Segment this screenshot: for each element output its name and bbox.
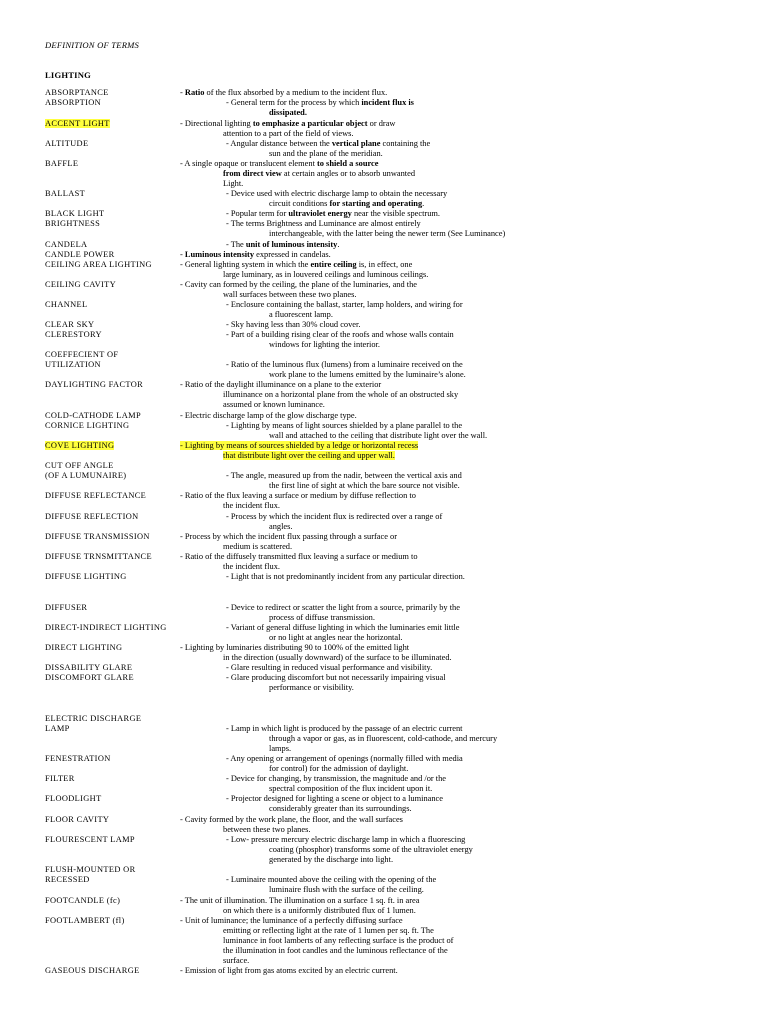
glossary-term-text: ALTITUDE	[45, 139, 89, 148]
glossary-definition	[226, 835, 473, 865]
definition-line: - Process by which the incident flux passing through a surface or	[180, 532, 397, 541]
glossary-term-text: CANDLE POWER	[45, 250, 115, 259]
glossary-term	[45, 300, 87, 310]
definition-line: - The angle, measured up from the nadir, between the vertical axis and	[226, 471, 462, 480]
glossary-term	[45, 491, 146, 501]
definition-line: - General lighting system in which the entire ceiling is, in effect, one	[180, 260, 413, 269]
definition-line: the first line of sight at which the bare source not visible.	[269, 481, 460, 491]
definition-line: - Enclosure containing the ballast, starter, lamp holders, and wiring for	[226, 300, 463, 309]
glossary-term	[45, 663, 132, 673]
definition-line: considerably greater than its surroundings.	[269, 804, 412, 814]
glossary-term-text: CLEAR SKY	[45, 320, 95, 329]
definition-line: - Device used with electric discharge lamp to obtain the necessary	[226, 189, 448, 198]
definition-line: the incident flux.	[223, 562, 280, 572]
glossary-definition	[226, 512, 442, 532]
definition-line: - Ratio of the flux absorbed by a medium to the incident flux.	[180, 88, 388, 97]
definition-line: medium is scattered.	[223, 542, 293, 552]
glossary-term	[45, 280, 116, 290]
glossary-definition	[180, 532, 397, 552]
definition-line: coating (phosphor) transforms some of the ultraviolet energy	[269, 845, 473, 855]
glossary-definition	[226, 98, 414, 118]
definition-line: emitting or reflecting light at the rate of 1 lumen per sq. ft. The	[223, 926, 434, 936]
glossary-term	[45, 320, 94, 330]
definition-line: - Glare resulting in reduced visual performance and visibility.	[226, 663, 433, 672]
glossary-term	[45, 815, 109, 825]
glossary-term	[45, 754, 111, 764]
glossary-term-text: DIFFUSER	[45, 603, 88, 612]
definition-line: - The terms Brightness and Luminance are almost entirely	[226, 219, 421, 228]
glossary-definition	[180, 260, 428, 280]
definition-line: - Lighting by means of light sources shielded by a plane parallel to the	[226, 421, 463, 430]
glossary-term-text: FLUSH-MOUNTED OR	[45, 865, 136, 874]
definition-line: from direct view at certain angles or to absorb unwanted	[223, 169, 416, 179]
definition-line: sun and the plane of the meridian.	[269, 149, 383, 159]
definition-line: windows for lighting the interior.	[269, 340, 380, 350]
definition-line: - Ratio of the daylight illuminance on a plane to the exterior	[180, 380, 382, 389]
glossary-term-text: ABSORPTION	[45, 98, 102, 107]
definition-line: angles.	[269, 522, 293, 532]
glossary-term	[45, 875, 90, 885]
glossary-definition	[226, 673, 446, 693]
glossary-definition	[226, 603, 460, 623]
glossary-term	[45, 260, 152, 270]
definition-line: assumed or known luminance.	[223, 400, 325, 410]
glossary-term-text: CANDELA	[45, 240, 88, 249]
glossary-term-text: DIFFUSE TRNSMITTANCE	[45, 552, 152, 561]
glossary-term-text: COEFFECIENT OF	[45, 350, 119, 359]
definition-line: - Glare producing discomfort but not necessarily impairing visual	[226, 673, 446, 682]
definition-line: - Directional lighting to emphasize a particular object or draw	[180, 119, 396, 128]
glossary-term-text: BALLAST	[45, 189, 86, 198]
glossary-definition	[180, 88, 387, 98]
definition-line: - Device for changing, by transmission, the magnitude and /or the	[226, 774, 447, 783]
glossary-term	[45, 159, 78, 169]
glossary-definition	[226, 663, 432, 673]
glossary-term-text: FOOTLAMBERT (fl)	[45, 916, 125, 925]
definition-line: the incident flux.	[223, 501, 280, 511]
glossary-definition	[180, 966, 398, 976]
definition-line: process of diffuse transmission.	[269, 613, 375, 623]
glossary-term-text: RECESSED	[45, 875, 90, 884]
glossary-definition	[180, 411, 357, 421]
glossary-term	[45, 441, 114, 451]
glossary-definition	[226, 330, 454, 350]
glossary-term	[45, 916, 125, 926]
glossary-definition	[226, 623, 459, 643]
definition-line: performance or visibility.	[269, 683, 354, 693]
glossary-definition	[226, 300, 463, 320]
glossary-term-text: FILTER	[45, 774, 75, 783]
glossary-term-text: CHANNEL	[45, 300, 88, 309]
definition-line: - Popular term for ultraviolet energy near the visible spectrum.	[226, 209, 440, 218]
definition-line: wall surfaces between these two planes.	[223, 290, 357, 300]
glossary-definition	[180, 280, 417, 300]
glossary-definition	[226, 320, 360, 330]
definition-line: interchangeable, with the latter being the newer term (See Luminance)	[269, 229, 506, 239]
definition-line: - Luminous intensity expressed in candelas.	[180, 250, 331, 259]
definition-line: circuit conditions for starting and operating.	[269, 199, 425, 209]
glossary-term-text: CORNICE LIGHTING	[45, 421, 130, 430]
definition-line: work plane to the lumens emitted by the luminaire’s alone.	[269, 370, 466, 380]
glossary-term	[45, 643, 122, 653]
definition-line: wall and attached to the ceiling that distribute light over the wall.	[269, 431, 488, 441]
glossary-term	[45, 512, 139, 522]
definition-line: - General term for the process by which incident flux is	[226, 98, 414, 107]
definition-line: - Unit of luminance; the luminance of a perfectly diffusing surface	[180, 916, 403, 925]
glossary-term	[45, 219, 100, 229]
definition-line: large luminary, as in louvered ceilings and luminous ceilings.	[223, 270, 429, 280]
definition-line: luminance in foot lamberts of any reflecting surface is the product of	[223, 936, 454, 946]
glossary-definition	[180, 250, 331, 260]
glossary-term-text: BRIGHTNESS	[45, 219, 101, 228]
glossary-definition	[180, 159, 415, 189]
definition-line: illuminance on a horizontal plane from the whole of an obstructed sky	[223, 390, 459, 400]
glossary-term-text: LAMP	[45, 724, 70, 733]
definition-line: - Lamp in which light is produced by the passage of an electric current	[226, 724, 463, 733]
glossary-definition	[226, 724, 497, 754]
glossary-term-text: DAYLIGHTING FACTOR	[45, 380, 144, 389]
glossary-term	[45, 350, 118, 360]
glossary-term-text: CUT OFF ANGLE	[45, 461, 114, 470]
glossary-term-text: ELECTRIC DISCHARGE	[45, 714, 142, 723]
glossary-term	[45, 896, 120, 906]
document-title: DEFINITION OF TERMS	[45, 40, 140, 50]
definition-line: - Process by which the incident flux is redirected over a range of	[226, 512, 443, 521]
glossary-term-text: FOOTCANDLE (fc)	[45, 896, 121, 905]
definition-line: between these two planes.	[223, 825, 311, 835]
definition-line: - Ratio of the diffusely transmitted flux leaving a surface or medium to	[180, 552, 418, 561]
glossary-term	[45, 865, 136, 875]
glossary-term-text: BLACK LIGHT	[45, 209, 105, 218]
glossary-term	[45, 98, 101, 108]
glossary-term	[45, 552, 152, 562]
definition-line: - Light that is not predominantly incident from any particular direction.	[226, 572, 465, 581]
glossary-term	[45, 966, 140, 976]
definition-line: generated by the discharge into light.	[269, 855, 394, 865]
glossary-definition	[226, 189, 447, 209]
glossary-term	[45, 411, 141, 421]
glossary-definition	[180, 441, 418, 461]
glossary-term-text: FLOODLIGHT	[45, 794, 102, 803]
glossary-term-text: GASEOUS DISCHARGE	[45, 966, 140, 975]
definition-line: - The unit of luminous intensity.	[226, 240, 340, 249]
glossary-term	[45, 88, 109, 98]
glossary-term-text: DISCOMFORT GLARE	[45, 673, 134, 682]
glossary-term	[45, 209, 104, 219]
definition-line: - Cavity formed by the work plane, the floor, and the wall surfaces	[180, 815, 403, 824]
glossary-term	[45, 572, 127, 582]
glossary-term	[45, 250, 115, 260]
glossary-definition	[226, 471, 462, 491]
glossary-definition	[180, 552, 418, 572]
definition-line: - The unit of illumination. The illumination on a surface 1 sq. ft. in area	[180, 896, 420, 905]
glossary-definition	[180, 815, 403, 835]
definition-line: - Low- pressure mercury electric discharge lamp in which a fluorescing	[226, 835, 466, 844]
glossary-term	[45, 794, 102, 804]
glossary-term-text: DIFFUSE TRANSMISSION	[45, 532, 150, 541]
glossary-definition	[180, 119, 395, 139]
definition-line: - Cavity can formed by the ceiling, the plane of the luminaries, and the	[180, 280, 417, 289]
glossary-term	[45, 119, 110, 129]
glossary-term-text: ACCENT LIGHT	[45, 119, 110, 128]
glossary-term	[45, 471, 126, 481]
glossary-term-text: CEILING CAVITY	[45, 280, 117, 289]
definition-line: - Variant of general diffuse lighting in which the luminaries emit little	[226, 623, 460, 632]
glossary-definition	[180, 643, 452, 663]
glossary-term-text: BAFFLE	[45, 159, 79, 168]
glossary-definition	[180, 916, 453, 966]
definition-line: - Luminaire mounted above the ceiling with the opening of the	[226, 875, 437, 884]
glossary-term-text: DIRECT-INDIRECT LIGHTING	[45, 623, 167, 632]
glossary-definition	[226, 240, 339, 250]
definition-line: - Emission of light from gas atoms excited by an electric current.	[180, 966, 398, 975]
glossary-term	[45, 360, 101, 370]
definition-line: attention to a part of the field of views.	[223, 129, 354, 139]
glossary-definition	[226, 139, 430, 159]
section-heading: LIGHTING	[45, 70, 92, 80]
glossary-term-text: CEILING AREA LIGHTING	[45, 260, 152, 269]
glossary-definition	[226, 754, 463, 774]
glossary-term-text: FENESTRATION	[45, 754, 111, 763]
glossary-term-text: FLOOR CAVITY	[45, 815, 110, 824]
glossary-term	[45, 139, 88, 149]
glossary-definition	[226, 875, 436, 895]
glossary-definition	[226, 360, 466, 380]
definition-line: - Angular distance between the vertical plane containing the	[226, 139, 431, 148]
glossary-term	[45, 623, 167, 633]
definition-line: luminaire flush with the surface of the ceiling.	[269, 885, 424, 895]
glossary-definition	[226, 774, 446, 794]
glossary-term	[45, 673, 134, 683]
definition-line: - Any opening or arrangement of openings (normally filled with media	[226, 754, 463, 763]
glossary-term	[45, 421, 129, 431]
glossary-definition	[180, 896, 419, 916]
glossary-term-text: (OF A LUMUNAIRE)	[45, 471, 127, 480]
definition-line: - Device to redirect or scatter the light from a source, primarily by the	[226, 603, 460, 612]
definition-line: - Part of a building rising clear of the roofs and whose walls contain	[226, 330, 454, 339]
definition-line: for control) for the admission of daylight.	[269, 764, 409, 774]
definition-line: that distribute light over the ceiling and upper wall.	[223, 451, 395, 461]
glossary-term-text: DIFFUSE LIGHTING	[45, 572, 127, 581]
glossary-term	[45, 532, 150, 542]
glossary-term-text: FLOURESCENT LAMP	[45, 835, 135, 844]
glossary-term-text: CLERESTORY	[45, 330, 102, 339]
glossary-definition	[226, 209, 440, 219]
glossary-term	[45, 603, 87, 613]
glossary-term-text: DIFFUSE REFLECTION	[45, 512, 139, 521]
definition-line: - Projector designed for lighting a scene or object to a luminance	[226, 794, 443, 803]
definition-line: - Lighting by luminaries distributing 90 to 100% of the emitted light	[180, 643, 410, 652]
glossary-definition	[226, 572, 465, 582]
glossary-definition	[180, 380, 458, 410]
definition-line: dissipated.	[269, 108, 307, 118]
glossary-term-text: DIFFUSE REFLECTANCE	[45, 491, 147, 500]
glossary-definition	[226, 219, 505, 239]
glossary-definition	[226, 794, 443, 814]
glossary-term	[45, 330, 102, 340]
glossary-term-text: DISSABILITY GLARE	[45, 663, 133, 672]
glossary-term	[45, 189, 85, 199]
glossary-term-text: COVE LIGHTING	[45, 441, 115, 450]
definition-line: surface.	[223, 956, 250, 966]
definition-line: - Ratio of the flux leaving a surface or medium by diffuse reflection to	[180, 491, 416, 500]
definition-line: through a vapor or gas, as in fluorescent, cold-cathode, and mercury	[269, 734, 498, 744]
definition-line: the illumination in foot candles and the luminous reflectance of the	[223, 946, 448, 956]
definition-line: Light.	[223, 179, 244, 189]
glossary-term	[45, 380, 143, 390]
definition-line: lamps.	[269, 744, 292, 754]
glossary-term	[45, 714, 141, 724]
definition-line: on which there is a uniformly distributed flux of 1 lumen.	[223, 906, 416, 916]
glossary-term	[45, 724, 70, 734]
definition-line: in the direction (usually downward) of the surface to be illuminated.	[223, 653, 452, 663]
glossary-term	[45, 240, 87, 250]
glossary-definition	[226, 421, 487, 441]
glossary-term-text: COLD-CATHODE LAMP	[45, 411, 141, 420]
glossary-term-text: DIRECT LIGHTING	[45, 643, 123, 652]
glossary-term	[45, 774, 75, 784]
definition-line: - A single opaque or translucent element to shield a source	[180, 159, 379, 168]
definition-line: - Sky having less than 30% cloud cover.	[226, 320, 361, 329]
glossary-definition	[180, 491, 416, 511]
definition-line: a fluorescent lamp.	[269, 310, 333, 320]
definition-line: or no light at angles near the horizontal.	[269, 633, 403, 643]
glossary-term	[45, 835, 135, 845]
glossary-term-text: ABSORPTANCE	[45, 88, 109, 97]
definition-line: - Electric discharge lamp of the glow discharge type.	[180, 411, 357, 420]
definition-line: - Ratio of the luminous flux (lumens) from a luminaire received on the	[226, 360, 463, 369]
glossary-term-text: UTILIZATION	[45, 360, 101, 369]
definition-line: - Lighting by means of sources shielded by a ledge or horizontal recess	[180, 441, 419, 450]
glossary-term	[45, 461, 114, 471]
definition-line: spectral composition of the flux incident upon it.	[269, 784, 433, 794]
